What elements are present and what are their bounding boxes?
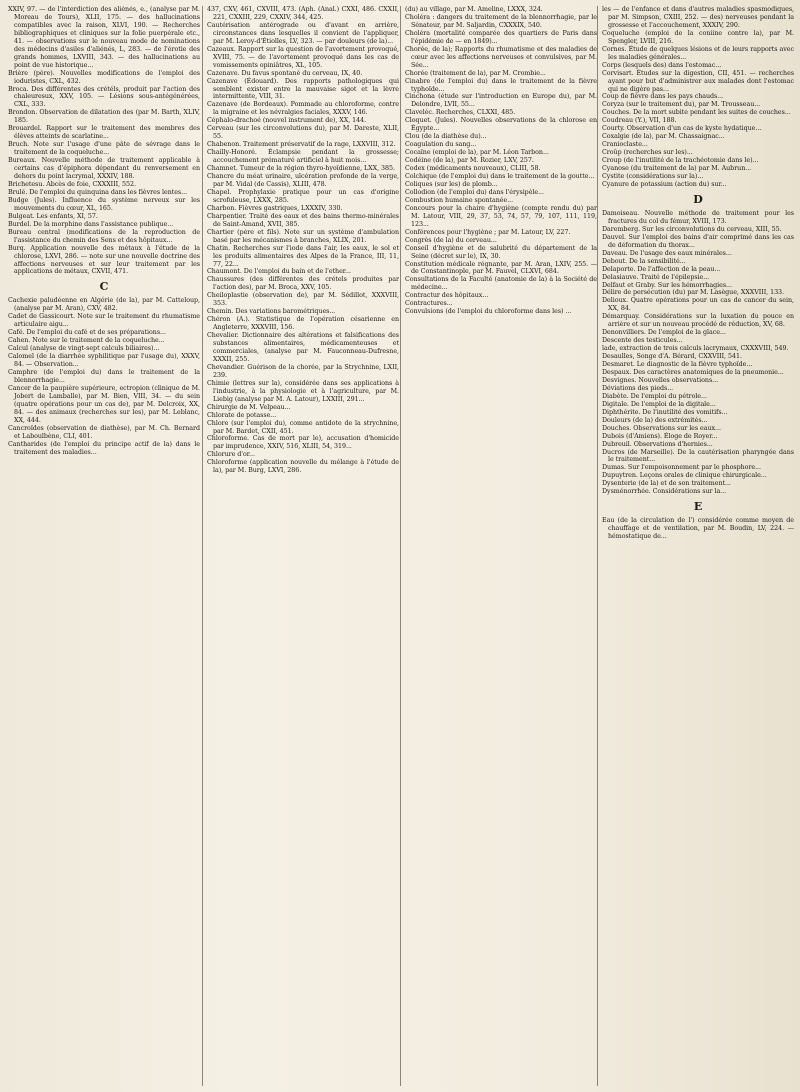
index-entry: Chlore (sur l'emploi du), comme antidote de la strychnine, par M. Bardet, CXII, 451. bbox=[207, 419, 399, 435]
index-entry: Delfaut et Graby. Sur les hémorrhagies... bbox=[602, 281, 732, 289]
index-entry: Cautérisation antérograde ou d'avant en arrière, circonstances dans lesquelles il convient de l'appliquer, par M. Leroy-d'Étiolles, LV, 323. — par douleurs (de la)... bbox=[207, 21, 399, 45]
index-entry: Cocaïne (emploi de la), par M. Léon Tarbon... bbox=[405, 149, 549, 157]
index-entry: Brouardel. Rapport sur le traitement des membres des élèves atteints de scarlatine... bbox=[8, 125, 200, 141]
index-entry: Delioux. Quatre opérations pour un cas de cancer du sein, XX, 84. bbox=[602, 297, 794, 313]
index-entry: Chamnet. Tumeur de la région thyro-hyoïdienne, LXX, 385. bbox=[207, 165, 395, 173]
index-entry: les — de l'enfance et dans d'autres maladies spasmodiques, par M. Simpson, CXIII, 252. — des) nerveuses pendant la grossesse et l'accouchement, XXXIV, 290. bbox=[602, 6, 794, 29]
index-entry: Brulé. De l'emploi du quinquina dans les fièvres lentes... bbox=[8, 188, 188, 196]
index-entry: Chabenon. Traitement préservatif de la rage, LXXVIII, 312. bbox=[207, 141, 396, 149]
index-entry: Chéron (A.). Statistique de l'opération césarienne en Angleterre, XXXVIII, 156. bbox=[207, 316, 399, 332]
column-rule bbox=[400, 6, 401, 1086]
index-entry: Cantharides (de l'emploi du principe actif de la) dans le traitement des maladies... bbox=[8, 440, 200, 456]
index-entry: Damoiseau. Nouvelle méthode de traitement pour les fractures du col du fémur, XVIII, 173. bbox=[602, 209, 794, 225]
index-entry: Coqueluche (emploi de la coniine contre la), par M. Spengler, LVIII, 216. bbox=[602, 29, 794, 45]
index-entry: Concours pour la chaire d'hygiène (compte rendu du) par M. Latour, VIII, 29, 37, 53, 74, 57, 79, 107, 111, 119, 123... bbox=[405, 204, 597, 228]
index-entry: Corps (lesquels des) dans l'estomac... bbox=[602, 61, 722, 69]
index-entry: Coryza (sur le traitement du), par M. Trousseau... bbox=[602, 101, 761, 109]
index-entry: Cyanose (du traitement de la) par M. Aubrun... bbox=[602, 165, 752, 173]
index-entry: Couches. De la mort subite pendant les suites de couches... bbox=[602, 109, 791, 117]
index-entry: Chaussures (des différentes des crétels produites par l'action des), par M. Broca, XXV, 105. bbox=[207, 276, 399, 292]
index-entry: Chlorure d'or... bbox=[207, 451, 255, 459]
index-entry: XXIV, 97. — de l'interdiction des aliénés, e., (analyse par M. Moreau de Tours), XLII, 175. — des hallucinations compatibles avec la raison, XLVI, 190. — Recherches bibliographiques et cliniques sur la folie puerpérale etc., 41. — observations sur le nouveau mode de nominations des médecins d'asiles d'aliénés, L, 283. — de l'érotie des grands hommes, LXVIII, 343. — des hallucinations au point de vue historique... bbox=[8, 6, 200, 69]
index-entry: Chailly-Honoré. Éclampsie pendant la grossesse; accouchement prématuré artificiel à huit mois... bbox=[207, 149, 399, 165]
index-entry: Cancroïdes (observation de diathèse), par M. Ch. Bernard et Laboulbène, CLI, 401. bbox=[8, 424, 200, 440]
index-entry: Chatin. Recherches sur l'iode dans l'air, les eaux, le sol et les produits alimentaires des Alpes de la France, III, 11, 77, 22... bbox=[207, 244, 399, 268]
index-entry: Chevalier. Dictionnaire des altérations et falsifications des substances alimentaires, médicamenteuses et commerciales, (analyse par M. Fauconneau-Dufresne, XXXII, 255. bbox=[207, 332, 399, 363]
index-entry: Descente des testicules... bbox=[602, 337, 683, 345]
index-entry: Délire de persécution (du) par M. Lasègue, XXXVIII, 133. bbox=[602, 289, 785, 297]
index-entry: Combustion humaine spontanée... bbox=[405, 196, 514, 204]
index-entry: Dumas. Sur l'empoisonnement par le phosphore... bbox=[602, 464, 761, 472]
index-entry: Cornes. Étude de quelques lésions et de leurs rapports avec les maladies générales... bbox=[602, 45, 794, 61]
index-entry: Bureaux. Nouvelle méthode de traitement applicable à certains cas d'épiphora dépendant du renversement en dehors du point lacrymal, XXXIV, 188. bbox=[8, 157, 200, 181]
index-entry: Chapel. Prophylaxie pratique pour un cas d'origine scrofuleuse, LXXX, 285. bbox=[207, 188, 399, 204]
index-entry: Colchique (de l'emploi du) dans le traitement de la goutte... bbox=[405, 173, 595, 181]
index-entry: Congrès (de la) du cerveau... bbox=[405, 236, 497, 244]
index-entry: Déviations des pieds... bbox=[602, 384, 674, 392]
index-column-4 bbox=[602, 6, 794, 1086]
index-entry: Charbon. Fièvres gastriques, LXXXIV, 330. bbox=[207, 204, 343, 212]
index-entry: Cranioclaste... bbox=[602, 141, 648, 149]
index-entry: lade, extraction de trois calculs lacrymaux, CXXXVIII, 549. bbox=[602, 345, 789, 353]
index-entry: Delaporte. De l'affection de la peau... bbox=[602, 265, 721, 273]
index-entry: Contractur des hôpitaux... bbox=[405, 292, 489, 300]
index-entry: Desvignes. Nouvelles observations... bbox=[602, 376, 719, 384]
index-entry: Cheiloplastie (observation de), par M. Sédillot, XXXVIII, 353. bbox=[207, 292, 399, 308]
index-entry: Coxalgie (de la), par M. Chassaignac... bbox=[602, 133, 725, 141]
index-entry: Burq. Application nouvelle des métaux à l'étude de la chlorose, LXVI, 286. — note sur une nouvelle doctrine des affections nerveuses et sur leur traitement par les applications de métaux, CXVII, 471. bbox=[8, 244, 200, 276]
index-entry: Calomel (de la diarrhée syphilitique par l'usage du), XXXV, 84. — Observation... bbox=[8, 353, 200, 369]
index-entry: Daremberg. Sur les circonvolutions du cerveau, XIII, 55. bbox=[602, 225, 782, 233]
index-entry: Chartier (père et fils). Note sur un système d'ambulation basé par les mécanismes à branches, XLIX, 201. bbox=[207, 228, 399, 244]
index-entry: Budge (Jules). Influence du système nerveux sur les mouvements du cœur, XL, 165. bbox=[8, 196, 200, 212]
index-entry: Dubreuil. Observations d'hernies... bbox=[602, 440, 713, 448]
index-entry: Chlorate de potasse... bbox=[207, 411, 277, 419]
index-entry: Debout. De la sensibilité... bbox=[602, 257, 686, 265]
index-entry: Brichetesu. Abcès de foie, CXXXIII, 552. bbox=[8, 180, 136, 188]
index-entry: Cancer de la paupière supérieure, ectropion (clinique de M. Jobert de Lamballe), par M. Bien, VIII, 34. — du sein (quatre opérations pour un cas de), par M. Delcroix, XX, 84. — des animaux (recherches sur les), par M. Leblanc, XX, 444. bbox=[8, 384, 200, 424]
index-entry: Cerveau (sur les circonvolutions du), par M. Dareste, XLII, 55. bbox=[207, 125, 399, 141]
index-entry: Chevandier. Guérison de la chorée, par la Strychnine, LXII, 239. bbox=[207, 363, 399, 379]
index-entry: Despaux. Des caractères anatomiques de la pneumonie... bbox=[602, 368, 784, 376]
index-entry: Chancre du méat urinaire, ulcération profonde de la verge, par M. Vidal (de Cassis), XLIII, 478. bbox=[207, 173, 399, 188]
index-entry: Dauvel. Sur l'emploi des bains d'air comprimé dans les cas de déformation du thorax... bbox=[602, 233, 794, 249]
index-column-2 bbox=[207, 6, 399, 1086]
index-entry: Coudreau (Y.), VII, 188. bbox=[602, 117, 677, 125]
index-entry: Chemin. Des variations barométriques... bbox=[207, 308, 336, 316]
index-entry: Desmaret. Le diagnostic de la fièvre typhoïde... bbox=[602, 361, 753, 369]
index-entry: Collodion (de l'emploi du) dans l'érysipèle... bbox=[405, 188, 544, 196]
index-entry: Cystite (considérations sur la)... bbox=[602, 173, 704, 181]
index-entry: Daveau. De l'usage des eaux minérales... bbox=[602, 249, 732, 257]
index-entry: Démarquay. Considérations sur la luxation du pouce en arrière et sur un nouveau procédé de réduction, XV, 68. bbox=[602, 313, 794, 329]
index-entry: Cinchona (étude sur l'introduction en Europe du), par M. Delondre, LVII, 55... bbox=[405, 93, 597, 109]
index-column-3 bbox=[405, 6, 597, 1086]
index-entry: Cyanure de potassium (action du) sur... bbox=[602, 180, 727, 188]
index-entry: Cazenave (Édouard). Des rapports pathologiques qui semblent exister entre la mauvaise sigot et la lèvre intermittente, VIII, 31. bbox=[207, 77, 399, 101]
index-entry: Digitale. De l'emploi de la digitale... bbox=[602, 400, 716, 408]
index-entry: Cinabre (de l'emploi du) dans le traitement de la fièvre typhoïde... bbox=[405, 77, 597, 93]
index-entry: Coagulation du sang... bbox=[405, 141, 477, 149]
index-entry: Conseil d'hygiène et de salubrité du département de la Seine (décret sur le), IX, 30. bbox=[405, 244, 597, 260]
index-entry: Dubois (d'Amiens). Éloge de Royer... bbox=[602, 432, 718, 440]
section-letter: C bbox=[99, 280, 109, 294]
index-column-1 bbox=[8, 6, 200, 1086]
index-entry: Corvisart. Études sur la digestion, CII, 451. — recherches ayant pour but d'administrer aux malades dont l'estomac qui ne digère pas... bbox=[602, 69, 794, 93]
index-entry: Cloquet. (Jules). Nouvelles observations de la chlorose en Égypte... bbox=[405, 117, 597, 133]
index-entry: Cadet de Gassicourt. Note sur le traitement du rhumatisme articulaire aigu... bbox=[8, 313, 200, 329]
index-entry: Codex (médicaments nouveaux), CLIII, 58. bbox=[405, 165, 541, 173]
index-entry: Ducros (de Marseille). De la cautérisation pharyngée dans le traitement... bbox=[602, 448, 794, 464]
column-rule bbox=[597, 6, 598, 1086]
index-entry: Claveléc. Recherches, CLXXI, 485. bbox=[405, 109, 516, 117]
index-entry: Cachexie paludéenne en Algérie (de la), par M. Catteloup, (analyse par M. Aran), CXV, 482. bbox=[8, 297, 200, 313]
index-entry: Chimie (lettres sur la), considérée dans ses applications à l'industrie, à la physiologie et à l'agriculture, par M. Liebig (analyse par M. A. Latour), LXXIII, 291... bbox=[207, 379, 399, 403]
index-entry: Camphre (de l'emploi du) dans le traitement de la blennorrhagie... bbox=[8, 368, 200, 384]
index-entry: 437, CXV, 461, CXVIII, 473. (Aph. (Anal.) CXXI, 486. CXXII, 221, CXXIII, 229, CXXIV, 344, 425. bbox=[207, 6, 399, 21]
index-entry: Codéine (de la), par M. Rozier, LXV, 257. bbox=[405, 157, 534, 165]
index-entry: Croûp (recherches sur les)... bbox=[602, 149, 693, 157]
index-entry: Courty. Observation d'un cas de kyste hydatique... bbox=[602, 125, 762, 133]
index-entry: Douches. Observations sur les eaux... bbox=[602, 424, 721, 432]
index-entry: Desaulles, Songe d'A. Bérard, CXXVIII, 541. bbox=[602, 353, 742, 361]
index-entry: Dupuytren. Leçons orales de clinique chirurgicale... bbox=[602, 472, 767, 480]
index-entry: Brière (père). Nouvelles modifications de l'emploi des ioduristes, CXL, 432. bbox=[8, 69, 200, 85]
index-entry: Choléra : dangers du traitement de la blennorrhagie, par le Sénateur, par M. Saljardin, CXXXIX, 540. bbox=[405, 13, 597, 29]
index-entry: Chirurgie de M. Velpeau... bbox=[207, 403, 291, 411]
index-entry: Céphalo-drachoé (nouvel instrument de), XX, 144. bbox=[207, 117, 367, 125]
index-entry: Convulsions (de l'emploi du chloroforme dans les) ... bbox=[405, 308, 572, 316]
index-entry: Café. De l'emploi du café et de ses préparations... bbox=[8, 329, 166, 337]
index-entry: (du) au village, par M. Ameline, LXXX, 324. bbox=[405, 6, 543, 13]
index-entry: Douleurs (de la) des extrémités... bbox=[602, 416, 708, 424]
index-entry: Chaumont. De l'emploi du bain et de l'ether... bbox=[207, 268, 351, 276]
index-entry: Charpentier. Traité des eaux et des bains thermo-minérales de Saint-Amand, XVII, 385. bbox=[207, 212, 399, 228]
index-entry: Bulgeat. Les enfants, XI, 57. bbox=[8, 212, 98, 220]
index-entry: Cazenave (de Bordeaux). Pommade au chloroforme, contre la migraine et les névralgies faciales, XXXV, 146. bbox=[207, 101, 399, 117]
section-letter: E bbox=[693, 500, 703, 514]
index-entry: Diabète. De l'emploi du pétrole... bbox=[602, 392, 707, 400]
index-entry: Conférences pour l'hygiène ; par M. Latour, LV, 227. bbox=[405, 228, 571, 236]
index-entry: Consultations de la Faculté (anatomie de la) à la Société de médecine... bbox=[405, 276, 597, 292]
index-entry: Delasiauve. Traité de l'épilepsie... bbox=[602, 273, 710, 281]
index-entry: Cazeaux. Rapport sur la question de l'avortement provoqué, XVIII, 75. — de l'avortement provoqué dans les cas de vomissements opiniâtres, XL, 105. bbox=[207, 45, 399, 69]
index-entry: Chorée (traitement de la), par M. Crombie... bbox=[405, 69, 546, 77]
index-entry: Calcul (analyse de vingt-sept calculs biliaires)... bbox=[8, 345, 160, 353]
index-entry: Contractures... bbox=[405, 300, 453, 308]
index-entry: Denonvilliers. De l'emploi de la glace... bbox=[602, 329, 726, 337]
column-rule bbox=[202, 6, 203, 1086]
index-entry: Burdel. De la morphine dans l'assistance publique... bbox=[8, 220, 174, 228]
index-entry: Broca. Des différentes des crétéls, produit par l'action des chaleuresux, XXV, 105. — Lésions sous-antégénérées, CXL, 333. bbox=[8, 85, 200, 109]
index-entry: Brondon. Observation de dilatation des (par M. Barth, XLIV, 185. bbox=[8, 109, 200, 125]
index-entry: Cahen. Note sur le traitement de la coqueluche... bbox=[8, 337, 165, 345]
index-entry: Eau (de la circulation de l') considérée comme moyen de chauffage et de ventilation, par M. Boudin, LV, 224. — hémostatique de... bbox=[602, 517, 794, 541]
index-entry: Chloroforme (application nouvelle du mélange à l'étude de la), par M. Burg, LXVI, 286. bbox=[207, 459, 399, 475]
index-entry: Bruch. Note sur l'usage d'une pâte de sévrage dans le traitement de la coqueluche... bbox=[8, 141, 200, 157]
index-entry: Cazenave. Du favus spontané du cerveau, IX, 40. bbox=[207, 69, 363, 77]
index-entry: Bureau central (modifications de la reproduction de l'assistance du chemin des Sens et des hôpitaux... bbox=[8, 228, 200, 244]
index-entry: Choléra (mortalité comparée des quartiers de Paris dans l'épidémie de — en 1849)... bbox=[405, 29, 597, 45]
index-entry: Clou (de la diathèse du)... bbox=[405, 133, 487, 141]
index-entry: Dysménorrhée. Considérations sur la... bbox=[602, 488, 727, 496]
index-entry: Coup de fièvre dans les pays chauds... bbox=[602, 93, 724, 101]
index-entry: Croup (de l'inutilité de la trachéotomie dans le)... bbox=[602, 157, 759, 165]
index-entry: Chorée, de la); Rapports du rhumatisme et des maladies de cœur avec les affections nerveuses et convulsives, par M. Sée... bbox=[405, 45, 597, 69]
index-entry: Dysenterie (de la) et de son traitement... bbox=[602, 480, 731, 488]
section-letter: D bbox=[693, 192, 703, 206]
index-entry: Coliques (sur les) de plomb... bbox=[405, 180, 498, 188]
index-entry: Diphthérite. De l'inutilité des vomitifs... bbox=[602, 408, 728, 416]
index-entry: Constitution médicale régnante, par M. Aran, LXIV, 255. — de Constantinople, par M. Fauvel, CLXVI, 684. bbox=[405, 260, 597, 276]
index-entry: Chloroforme. Cas de mort par le), accusation d'homicide par imprudence, XXIV, 516, XLIII, 54, 319... bbox=[207, 435, 399, 451]
